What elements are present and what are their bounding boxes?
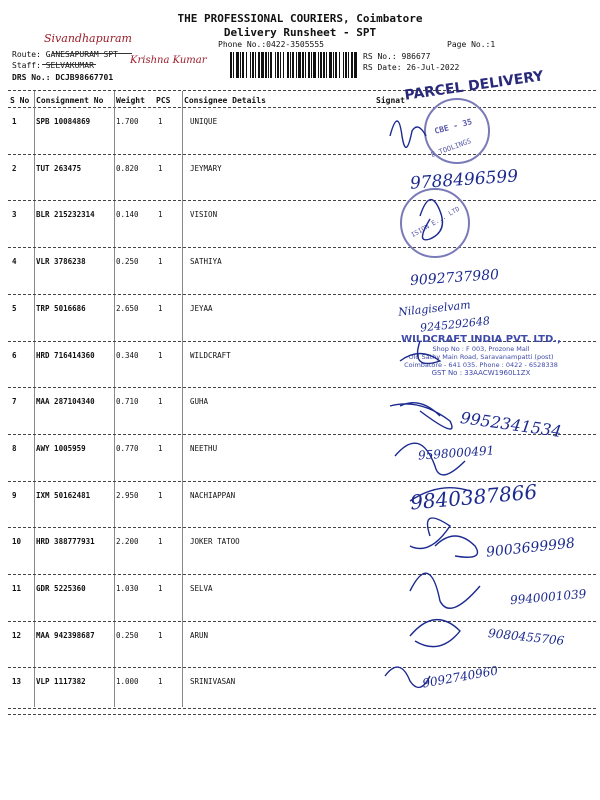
row-weight: 0.820 bbox=[116, 163, 139, 173]
row-weight: 2.650 bbox=[116, 303, 139, 313]
parcel-delivery-stamp: PARCEL DELIVERY bbox=[403, 68, 545, 104]
signature-mark bbox=[410, 573, 480, 608]
wildcraft-name: WILDCRAFT INDIA PVT. LTD., bbox=[401, 334, 561, 345]
row-consignee: ARUN bbox=[190, 630, 209, 640]
signature-mark bbox=[400, 403, 440, 416]
row-consignee: JEYMARY bbox=[190, 163, 222, 173]
row-consignee: NEETHU bbox=[190, 443, 218, 453]
barcode-bar bbox=[261, 52, 264, 78]
row-consignee: SRINIVASAN bbox=[190, 677, 236, 687]
row-consignee: VISION bbox=[190, 210, 218, 220]
signature-scribbles bbox=[380, 96, 600, 716]
row-pcs: 1 bbox=[158, 584, 163, 593]
page-number: Page No.:1 bbox=[447, 40, 496, 49]
row-consignee: WILDCRAFT bbox=[190, 350, 231, 360]
barcode-bar bbox=[240, 52, 241, 78]
row-sno: 6 bbox=[12, 350, 17, 360]
barcode-bar bbox=[343, 52, 344, 78]
row-sno: 3 bbox=[12, 210, 17, 220]
staff-label: Staff: SELVAKUMAR bbox=[12, 61, 94, 70]
col-pcs: PCS bbox=[156, 96, 171, 105]
signature-phone: 9245292648 bbox=[419, 314, 491, 335]
row-weight: 1.030 bbox=[116, 584, 139, 593]
row-consignment-no: TRP 5016686 bbox=[36, 303, 86, 313]
row-weight: 0.250 bbox=[116, 630, 139, 640]
barcode-bar bbox=[326, 52, 327, 78]
signature-phone: 9840387866 bbox=[409, 479, 539, 515]
barcode-bar bbox=[258, 52, 260, 78]
handwritten-staff: Krishna Kumar bbox=[130, 55, 207, 66]
barcode-bar bbox=[275, 52, 276, 78]
col-divider bbox=[34, 91, 35, 707]
barcode-bar bbox=[354, 52, 357, 78]
row-consignee: JOKER TATOO bbox=[190, 537, 240, 547]
signature-mark bbox=[410, 518, 450, 549]
row-pcs: 1 bbox=[158, 350, 163, 360]
barcode-bar bbox=[339, 52, 340, 78]
row-consignment-no: HRD 716414360 bbox=[36, 350, 95, 360]
barcode-bar bbox=[265, 52, 267, 78]
vision-stamp-text: ISION E... LTD bbox=[409, 204, 462, 240]
phone-number: Phone No.:0422-3505555 bbox=[218, 40, 324, 49]
row-consignee: GUHA bbox=[190, 397, 209, 407]
row-sno: 10 bbox=[12, 537, 22, 547]
row-consignment-no: GDR 5225360 bbox=[36, 584, 86, 593]
row-sno: 1 bbox=[12, 117, 17, 126]
row-weight: 1.700 bbox=[116, 117, 139, 126]
row-consignment-no: VLP 1117382 bbox=[36, 677, 86, 687]
signature-mark bbox=[390, 121, 426, 147]
col-consignment: Consignment No bbox=[36, 96, 104, 105]
barcode-bar bbox=[313, 52, 316, 78]
barcode-bar bbox=[287, 52, 289, 78]
signature-phone: 9080455706 bbox=[487, 626, 565, 648]
barcode-bar bbox=[252, 52, 254, 78]
signature-mark bbox=[385, 667, 430, 687]
wildcraft-gst: GST No : 33AACW1960L1ZX bbox=[431, 369, 531, 377]
signature-mark bbox=[395, 443, 465, 475]
barcode-bar bbox=[302, 52, 304, 78]
wildcraft-phone: Coimbatore - 641 035. Phone : 0422 - 6528338 bbox=[404, 361, 558, 369]
route-label: Route: GANESAPURAM SPT bbox=[12, 50, 118, 59]
row-sno: 2 bbox=[12, 163, 17, 173]
signature-phone: 9952341534 bbox=[459, 408, 563, 441]
barcode-bar bbox=[242, 52, 244, 78]
document-title: Delivery Runsheet - SPT bbox=[223, 26, 377, 39]
barcode-bar bbox=[333, 52, 334, 78]
row-pcs: 1 bbox=[158, 677, 163, 687]
row-consignment-no: AWY 1005959 bbox=[36, 443, 86, 453]
row-consignment-no: HRD 388777931 bbox=[36, 537, 95, 547]
signature-phone: 9940001039 bbox=[509, 586, 587, 608]
barcode-bar bbox=[320, 52, 322, 78]
row-pcs: 1 bbox=[158, 117, 163, 126]
barcode-bar bbox=[230, 52, 232, 78]
row-consignment-no: VLR 3786238 bbox=[36, 257, 86, 267]
signature-mark bbox=[435, 536, 478, 557]
row-pcs: 1 bbox=[158, 163, 163, 173]
table-top-rule bbox=[8, 90, 596, 91]
row-sno: 8 bbox=[12, 443, 17, 453]
wildcraft-address-1: Shop No : F 003, Prozone Mall bbox=[432, 345, 530, 353]
row-pcs: 1 bbox=[158, 490, 163, 500]
barcode-bar bbox=[283, 52, 284, 78]
row-weight: 0.340 bbox=[116, 350, 139, 360]
row-consignment-no: IXM 50162481 bbox=[36, 490, 91, 500]
row-consignment-no: MAA 287104340 bbox=[36, 397, 95, 407]
signature-phone: 9003699998 bbox=[485, 535, 576, 561]
barcode-bar bbox=[308, 52, 310, 78]
row-consignment-no: BLR 215232314 bbox=[36, 210, 95, 220]
row-weight: 2.200 bbox=[116, 537, 139, 547]
row-consignee: SELVA bbox=[190, 584, 213, 593]
signature-phone: 9788496599 bbox=[409, 166, 519, 194]
row-consignment-no: TUT 263475 bbox=[36, 163, 82, 173]
barcode-bar bbox=[268, 52, 269, 78]
barcode-bar bbox=[348, 52, 349, 78]
barcode-bar bbox=[335, 52, 337, 78]
barcode-bar bbox=[246, 52, 247, 78]
barcode-bar bbox=[329, 52, 332, 78]
signature-phone: 9092737980 bbox=[409, 266, 500, 290]
row-pcs: 1 bbox=[158, 443, 163, 453]
barcode-bar bbox=[290, 52, 291, 78]
barcode-bar bbox=[323, 52, 325, 78]
signature-mark bbox=[410, 620, 460, 647]
rs-date: RS Date: 26-Jul-2022 bbox=[363, 63, 460, 72]
route-strikeout bbox=[52, 53, 132, 54]
staff-strikeout bbox=[42, 64, 96, 65]
barcode-bar bbox=[233, 52, 234, 78]
signature-phone: 9092740960 bbox=[421, 663, 499, 691]
col-sno: S No bbox=[10, 96, 30, 105]
row-sno: 5 bbox=[12, 303, 17, 313]
row-sno: 13 bbox=[12, 677, 22, 687]
row-pcs: 1 bbox=[158, 257, 163, 267]
signature-mark bbox=[390, 404, 452, 429]
row-consignee: NACHIAPPAN bbox=[190, 490, 236, 500]
tooling-stamp-text: E TOOLINGS bbox=[429, 137, 473, 159]
row-weight: 0.140 bbox=[116, 210, 139, 220]
row-weight: 0.710 bbox=[116, 397, 139, 407]
row-pcs: 1 bbox=[158, 537, 163, 547]
row-pcs: 1 bbox=[158, 630, 163, 640]
cbe-stamp-text: CBE - 35 bbox=[433, 117, 474, 136]
barcode-bar bbox=[298, 52, 301, 78]
signature-mark bbox=[410, 488, 470, 501]
col-weight: Weight bbox=[116, 96, 145, 105]
row-weight: 0.250 bbox=[116, 257, 139, 267]
company-name: THE PROFESSIONAL COURIERS, Coimbatore bbox=[177, 12, 423, 25]
row-sno: 7 bbox=[12, 397, 17, 407]
barcode-bar bbox=[270, 52, 272, 78]
row-consignee: UNIQUE bbox=[190, 117, 218, 126]
barcode-bar bbox=[345, 52, 347, 78]
barcode-bar bbox=[255, 52, 256, 78]
col-consignee: Consignee Details bbox=[184, 96, 266, 105]
barcode-bar bbox=[351, 52, 353, 78]
row-sno: 12 bbox=[12, 630, 22, 640]
signature-mark bbox=[400, 341, 440, 364]
row-consignment-no: MAA 942398687 bbox=[36, 630, 95, 640]
barcode-bar bbox=[250, 52, 251, 78]
barcode-bar bbox=[277, 52, 279, 78]
barcode-bar bbox=[292, 52, 294, 78]
barcode-bar bbox=[311, 52, 312, 78]
signature-phone: 9598000491 bbox=[417, 443, 495, 463]
barcode bbox=[230, 52, 358, 78]
row-sno: 9 bbox=[12, 490, 17, 500]
handwritten-route: Sivandhapuram bbox=[44, 32, 132, 45]
row-pcs: 1 bbox=[158, 303, 163, 313]
barcode-bar bbox=[318, 52, 319, 78]
row-pcs: 1 bbox=[158, 397, 163, 407]
drs-number: DRS No.: DCJB98667701 bbox=[12, 73, 114, 82]
row-consignment-no: SPB 10084869 bbox=[36, 117, 91, 126]
col-signature: Signat bbox=[376, 96, 405, 105]
row-consignee: SATHIYA bbox=[190, 257, 222, 267]
table-bottom-rule bbox=[8, 708, 596, 709]
wildcraft-address-2: Old Sathy Main Road, Saravanampatti (post) bbox=[408, 353, 554, 361]
signature-mark bbox=[420, 200, 442, 240]
barcode-bar bbox=[305, 52, 306, 78]
row-weight: 1.000 bbox=[116, 677, 139, 687]
signature-name: Nilagiselvam bbox=[397, 298, 472, 319]
row-weight: 2.950 bbox=[116, 490, 139, 500]
barcode-bar bbox=[280, 52, 281, 78]
row-weight: 0.770 bbox=[116, 443, 139, 453]
col-divider bbox=[114, 91, 115, 707]
row-pcs: 1 bbox=[158, 210, 163, 220]
barcode-bar bbox=[236, 52, 239, 78]
rs-number: RS No.: 986677 bbox=[363, 52, 431, 61]
row-sno: 4 bbox=[12, 257, 17, 267]
col-divider bbox=[182, 91, 183, 707]
row-consignee: JEYAA bbox=[190, 303, 213, 313]
row-sno: 11 bbox=[12, 584, 22, 593]
barcode-bar bbox=[296, 52, 297, 78]
